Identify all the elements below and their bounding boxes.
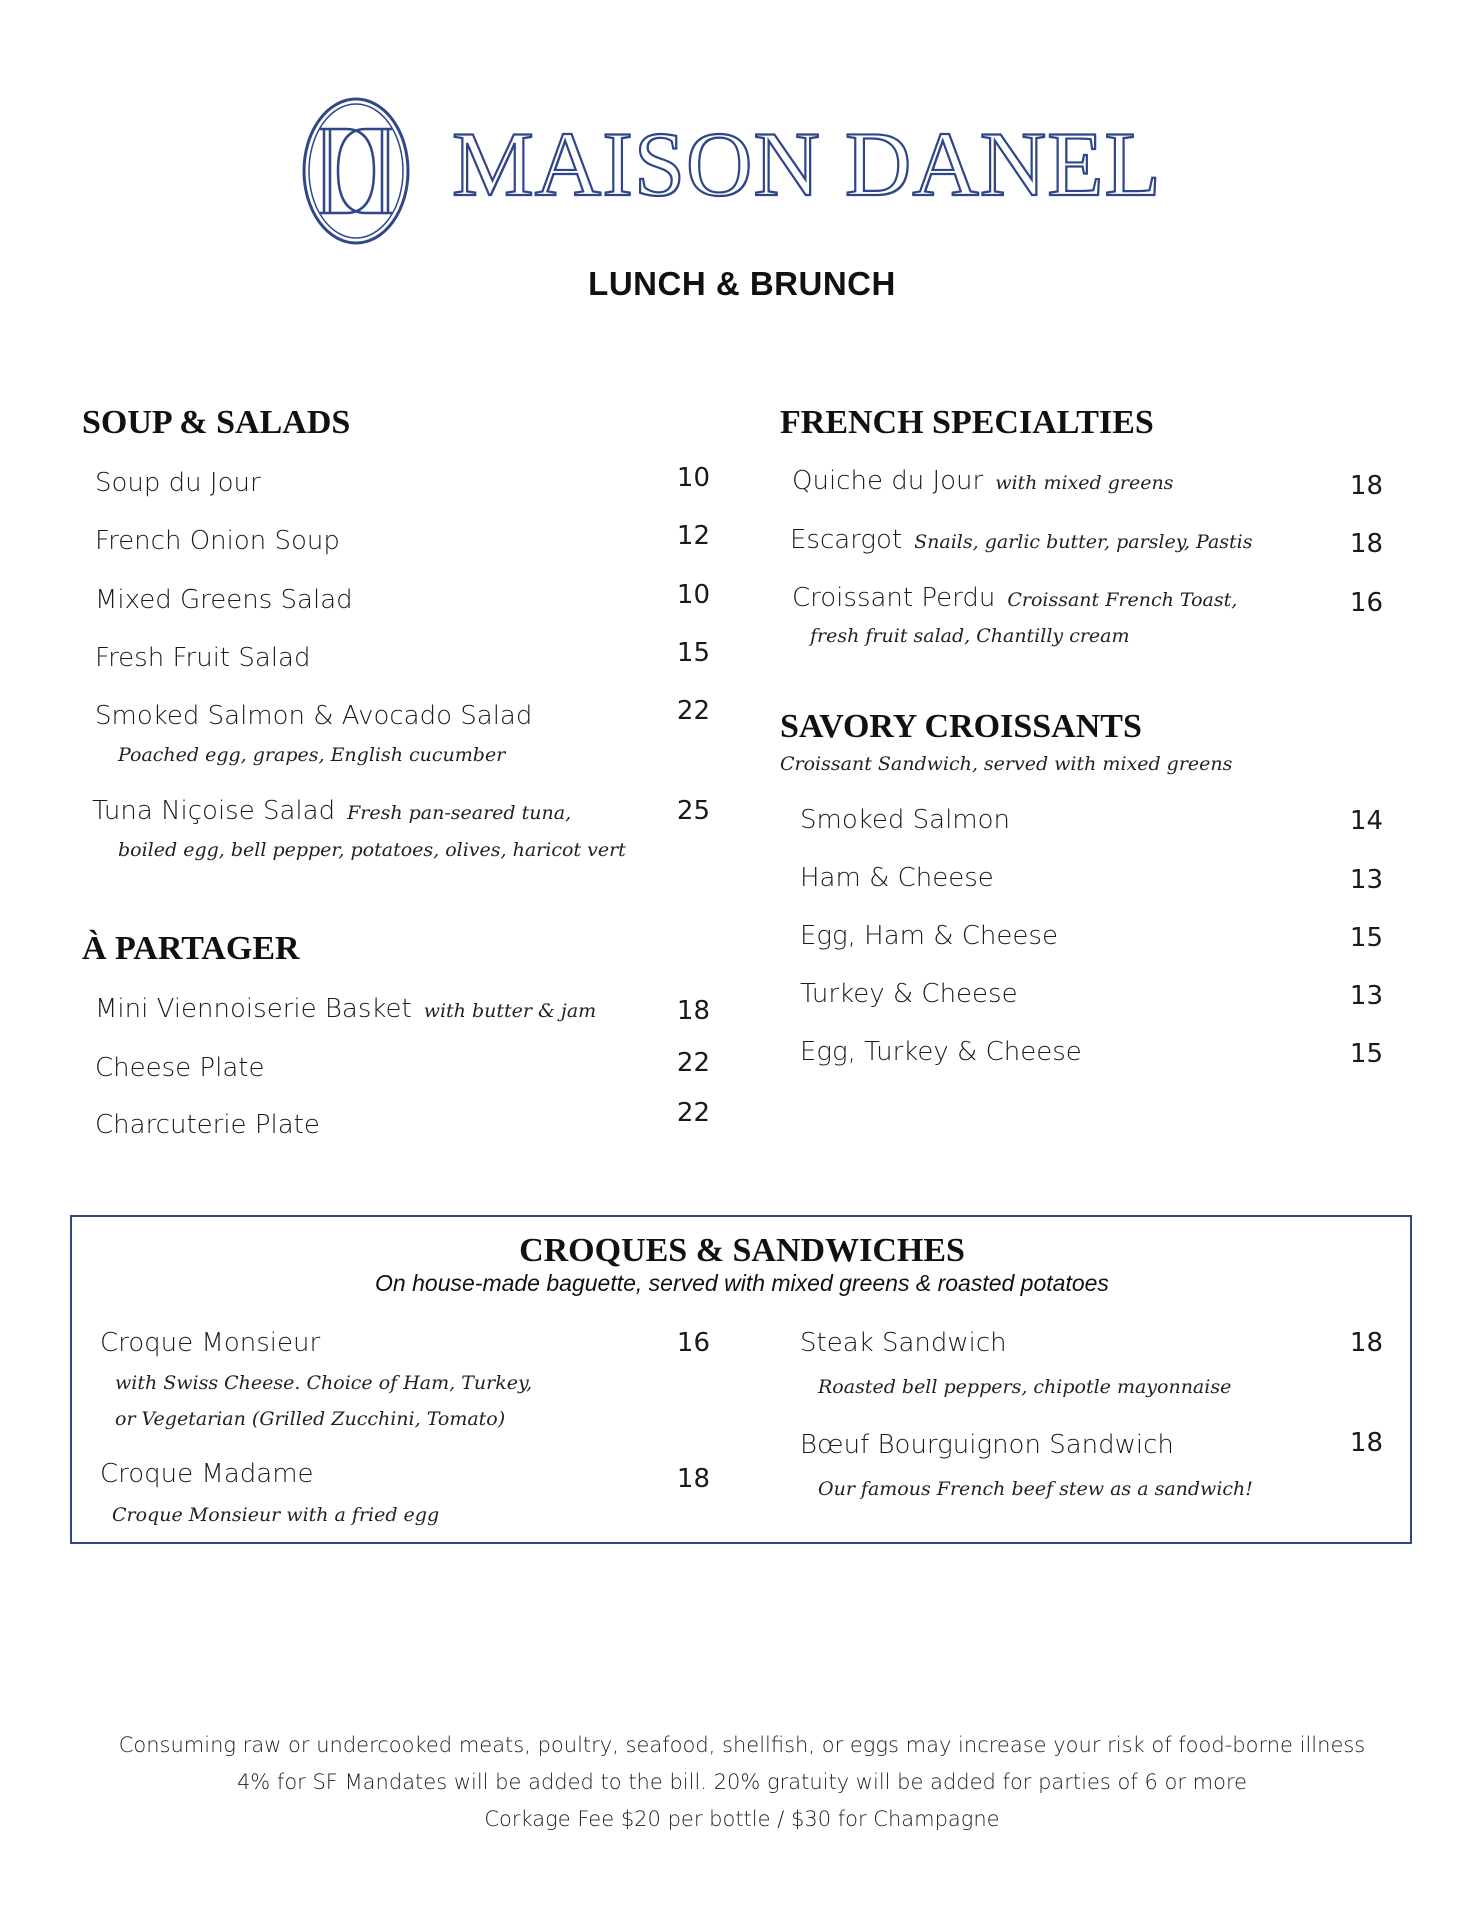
menu-item-description: or Vegetarian (Grilled Zucchini, Tomato) [115,1408,506,1430]
menu-item-price: 12 [676,521,710,551]
menu-item-name: Tuna Niçoise Salad Fresh pan-seared tuna, [92,796,572,826]
menu-item-price: 10 [676,580,710,610]
menu-item-name: Soup du Jour [95,468,261,498]
footer-corkage-note: Corkage Fee $20 per bottle / $30 for Champagne [484,1807,1000,1831]
menu-item-description: Our famous French beef stew as a sandwich! [818,1478,1253,1500]
menu-item-price: 18 [676,1464,710,1494]
menu-item-name: Smoked Salmon & Avocado Salad [95,701,533,731]
menu-item-name: Charcuterie Plate [95,1110,320,1140]
menu-item-price: 25 [676,796,710,826]
menu-item-description: Croque Monsieur with a fried egg [112,1504,440,1526]
menu-item-name: Fresh Fruit Salad [95,643,311,673]
footer-fees-note: 4% for SF Mandates will be added to the bill. 20% gratuity will be added for parties of 6 or more [236,1770,1248,1794]
section-title-french-specialties: FRENCH SPECIALTIES [780,404,1154,441]
menu-item-description: fresh fruit salad, Chantilly cream [810,625,1130,647]
menu-item-description: Fresh pan-seared tuna, [347,802,572,824]
menu-item-price: 10 [676,463,710,493]
menu-item-price: 13 [1349,865,1383,895]
menu-item-description: Roasted bell peppers, chipotle mayonnaise [818,1376,1232,1398]
menu-item-price: 18 [1349,1328,1383,1358]
menu-item-price: 22 [676,1098,710,1128]
menu-item-description: with Swiss Cheese. Choice of Ham, Turkey, [115,1372,533,1394]
menu-item-price: 13 [1349,981,1383,1011]
menu-item-price: 16 [1349,588,1383,618]
menu-item-price: 15 [676,638,710,668]
menu-item-price: 16 [676,1328,710,1358]
menu-item-name: Turkey & Cheese [800,979,1018,1009]
menu-item-description: Poached egg, grapes, English cucumber [118,744,506,766]
menu-item-name: French Onion Soup [95,526,340,556]
menu-item-price: 15 [1349,1039,1383,1069]
menu-item-description: Croissant French Toast, [1007,589,1238,611]
menu-item-name: Croque Madame [100,1459,314,1489]
menu-item-name: Croissant Perdu Croissant French Toast, [792,583,1238,613]
menu-item-price: 18 [1349,529,1383,559]
menu-item-description: boiled egg, bell pepper, potatoes, olives, haricot vert [118,839,626,861]
menu-item-name: Smoked Salmon [800,805,1011,835]
menu-item-name: Egg, Ham & Cheese [800,921,1058,951]
menu-item-name: Ham & Cheese [800,863,994,893]
menu-item-price: 14 [1349,806,1383,836]
brand-name: MAISON DANEL [452,113,1162,215]
section-note: On house-made baguette, served with mixed greens & roasted potatoes [375,1270,1109,1296]
menu-item-price: 22 [676,1048,710,1078]
menu-item-description: with mixed greens [995,472,1174,494]
menu-item-name: Mini Viennoiserie Basket with butter & jam [95,994,597,1024]
section-title-croques-sandwiches: CROQUES & SANDWICHES [519,1232,965,1269]
menu-item-name: Egg, Turkey & Cheese [800,1037,1082,1067]
menu-item-price: 18 [676,996,710,1026]
menu-item-price: 18 [1349,1428,1383,1458]
section-title-soup-salads: SOUP & SALADS [82,404,351,441]
menu-item-name: Bœuf Bourguignon Sandwich [800,1430,1174,1460]
footer-health-warning: Consuming raw or undercooked meats, poultry, seafood, shellfish, or eggs may increase your risk of food-borne illness [118,1733,1366,1757]
section-note: Croissant Sandwich, served with mixed greens [780,753,1233,775]
menu-item-name: Steak Sandwich [800,1328,1007,1358]
menu-item-description: with butter & jam [423,1000,597,1022]
menu-item-name: Escargot Snails, garlic butter, parsley, Pastis [790,525,1253,555]
menu-item-price: 22 [676,696,710,726]
section-title-savory-croissants: SAVORY CROISSANTS [780,708,1142,745]
menu-item-name: Cheese Plate [95,1053,265,1083]
section-title-a-partager: À PARTAGER [82,930,300,967]
menu-item-description: Snails, garlic butter, parsley, Pastis [914,531,1253,553]
menu-item-price: 18 [1349,471,1383,501]
menu-item-name: Mixed Greens Salad [95,585,353,615]
menu-item-name: Croque Monsieur [100,1328,321,1358]
monogram-logo-icon [300,95,412,247]
menu-item-name: Quiche du Jour with mixed greens [792,466,1174,496]
menu-item-price: 15 [1349,923,1383,953]
menu-subtitle: LUNCH & BRUNCH [588,265,896,302]
